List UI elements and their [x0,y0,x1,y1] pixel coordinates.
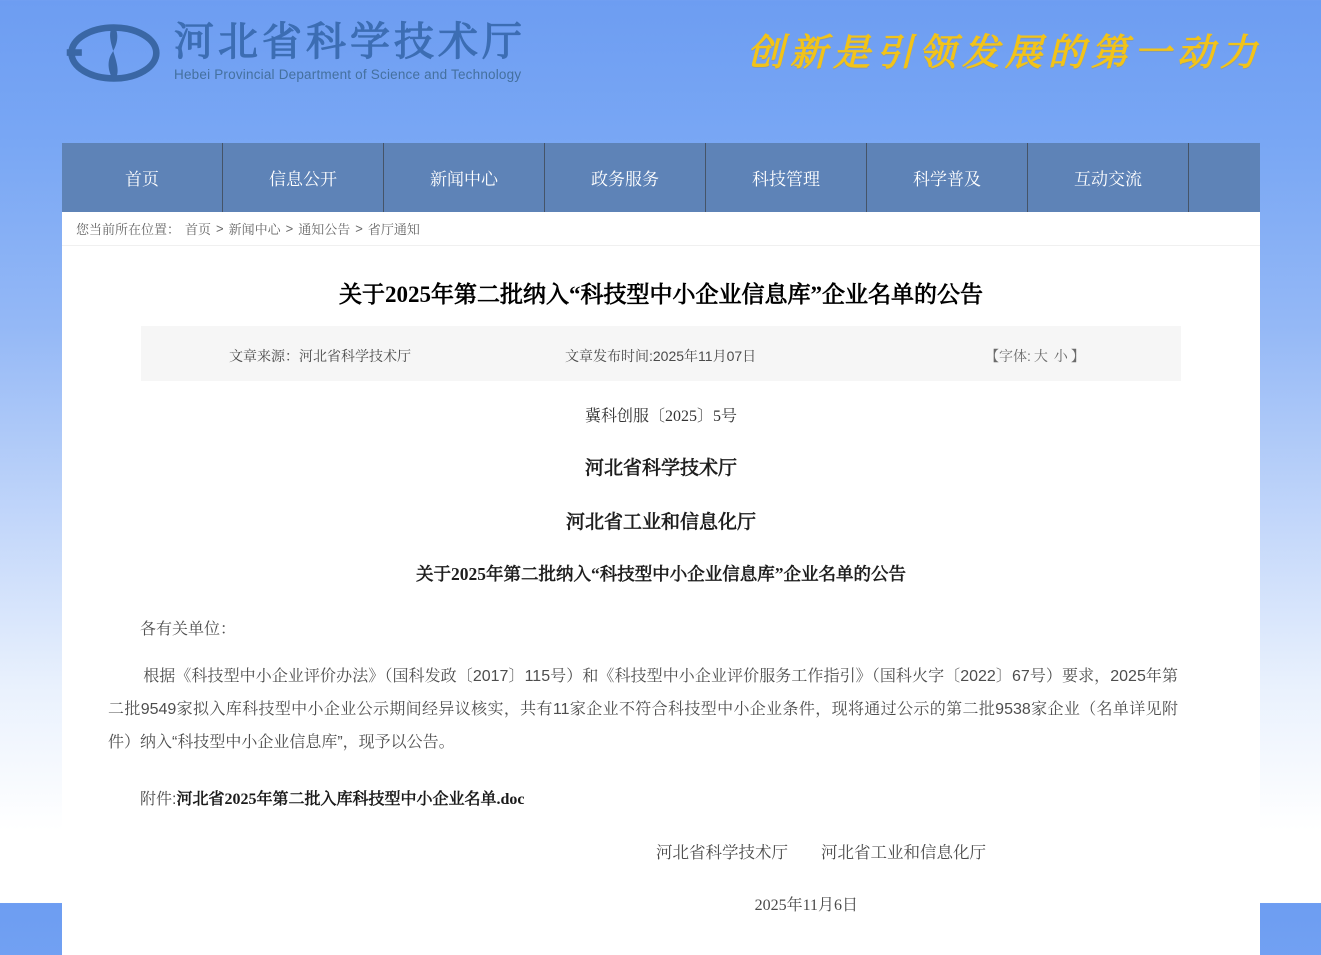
signature-date: 2025年11月6日 [754,897,858,914]
main-nav [62,143,1260,212]
nav-item-tech-management[interactable]: 科技管理 [706,143,867,212]
article-meta-bar [141,326,1181,381]
font-size-large-button[interactable]: 大 [1033,348,1048,364]
breadcrumb-item-home[interactable]: 首页 [185,222,212,237]
issuer-science-dept: 河北省科学技术厅 [584,458,737,479]
article-publish-time: 文章发布时间:2025年11月07日 [565,348,757,364]
nav-item-gov-services[interactable]: 政务服务 [545,143,706,212]
main-panel [62,143,1260,955]
nav-filler [1189,143,1260,212]
header-slogan: 创新是引领发展的第一动力 [747,33,1263,74]
announcement-subtitle: 关于2025年第二批纳入“科技型中小企业信息库”企业名单的公告 [416,564,906,584]
salutation: 各有关单位： [140,621,237,638]
font-size-label: 【字体: [985,348,1031,364]
site-logo-block[interactable] [64,20,526,86]
font-size-small-button[interactable]: 小 [1053,348,1068,364]
site-title: 河北省科学技术厅 [174,20,526,64]
attachment-label: 附件: [140,791,177,808]
article-body [108,616,1178,915]
document-number: 冀科创服〔2025〕5号 [584,408,737,425]
nav-item-news-center[interactable]: 新闻中心 [384,143,545,212]
nav-item-info-disclosure[interactable]: 信息公开 [223,143,384,212]
signature-line: 河北省科学技术厅 河北省工业和信息化厅 [656,843,986,862]
attachment-line [140,786,1178,809]
page-header [0,0,1321,143]
font-size-label-suffix: 】 [1070,348,1085,364]
breadcrumb-item-news-center[interactable]: 新闻中心 [228,222,281,237]
site-logo-icon [64,20,160,86]
breadcrumb-separator: > [355,221,363,236]
nav-item-science-popularization[interactable]: 科学普及 [867,143,1028,212]
article-title: 关于2025年第二批纳入“科技型中小企业信息库”企业名单的公告 [339,282,983,307]
attachment-link[interactable]: 河北省2025年第二批入库科技型中小企业名单.doc [176,791,525,808]
breadcrumb-prefix: 您当前所在位置： [76,222,181,237]
font-size-control [985,346,1085,366]
nav-item-interaction[interactable]: 互动交流 [1028,143,1189,212]
issuer-industry-dept: 河北省工业和信息化厅 [565,512,756,533]
article-source: 文章来源：河北省科学技术厅 [229,348,411,364]
site-subtitle: Hebei Provincial Department of Science and Technology [174,67,522,82]
nav-item-home[interactable]: 首页 [62,143,223,212]
breadcrumb-item-notices[interactable]: 通知公告 [298,222,351,237]
breadcrumb-item-dept-notice[interactable]: 省厅通知 [367,222,420,237]
article-content [62,246,1260,955]
breadcrumb-separator: > [285,221,294,236]
announcement-paragraph: 根据《科技型中小企业评价办法》（国科发政〔2017〕115号）和《科技型中小企业评价服务工作指引》（国科火字〔2022〕67号）要求，2025年第二批9549家拟入库科技型中小企业公示期间经异议核实，共有11家企业不符合科技型中小企业条件，现将通过公示的第二批9538家企业（名单详见附件）纳入“科技型中小企业信息库”，现予以公告。 [108,668,1178,751]
breadcrumb-separator: > [216,221,224,236]
breadcrumb [62,212,1260,246]
